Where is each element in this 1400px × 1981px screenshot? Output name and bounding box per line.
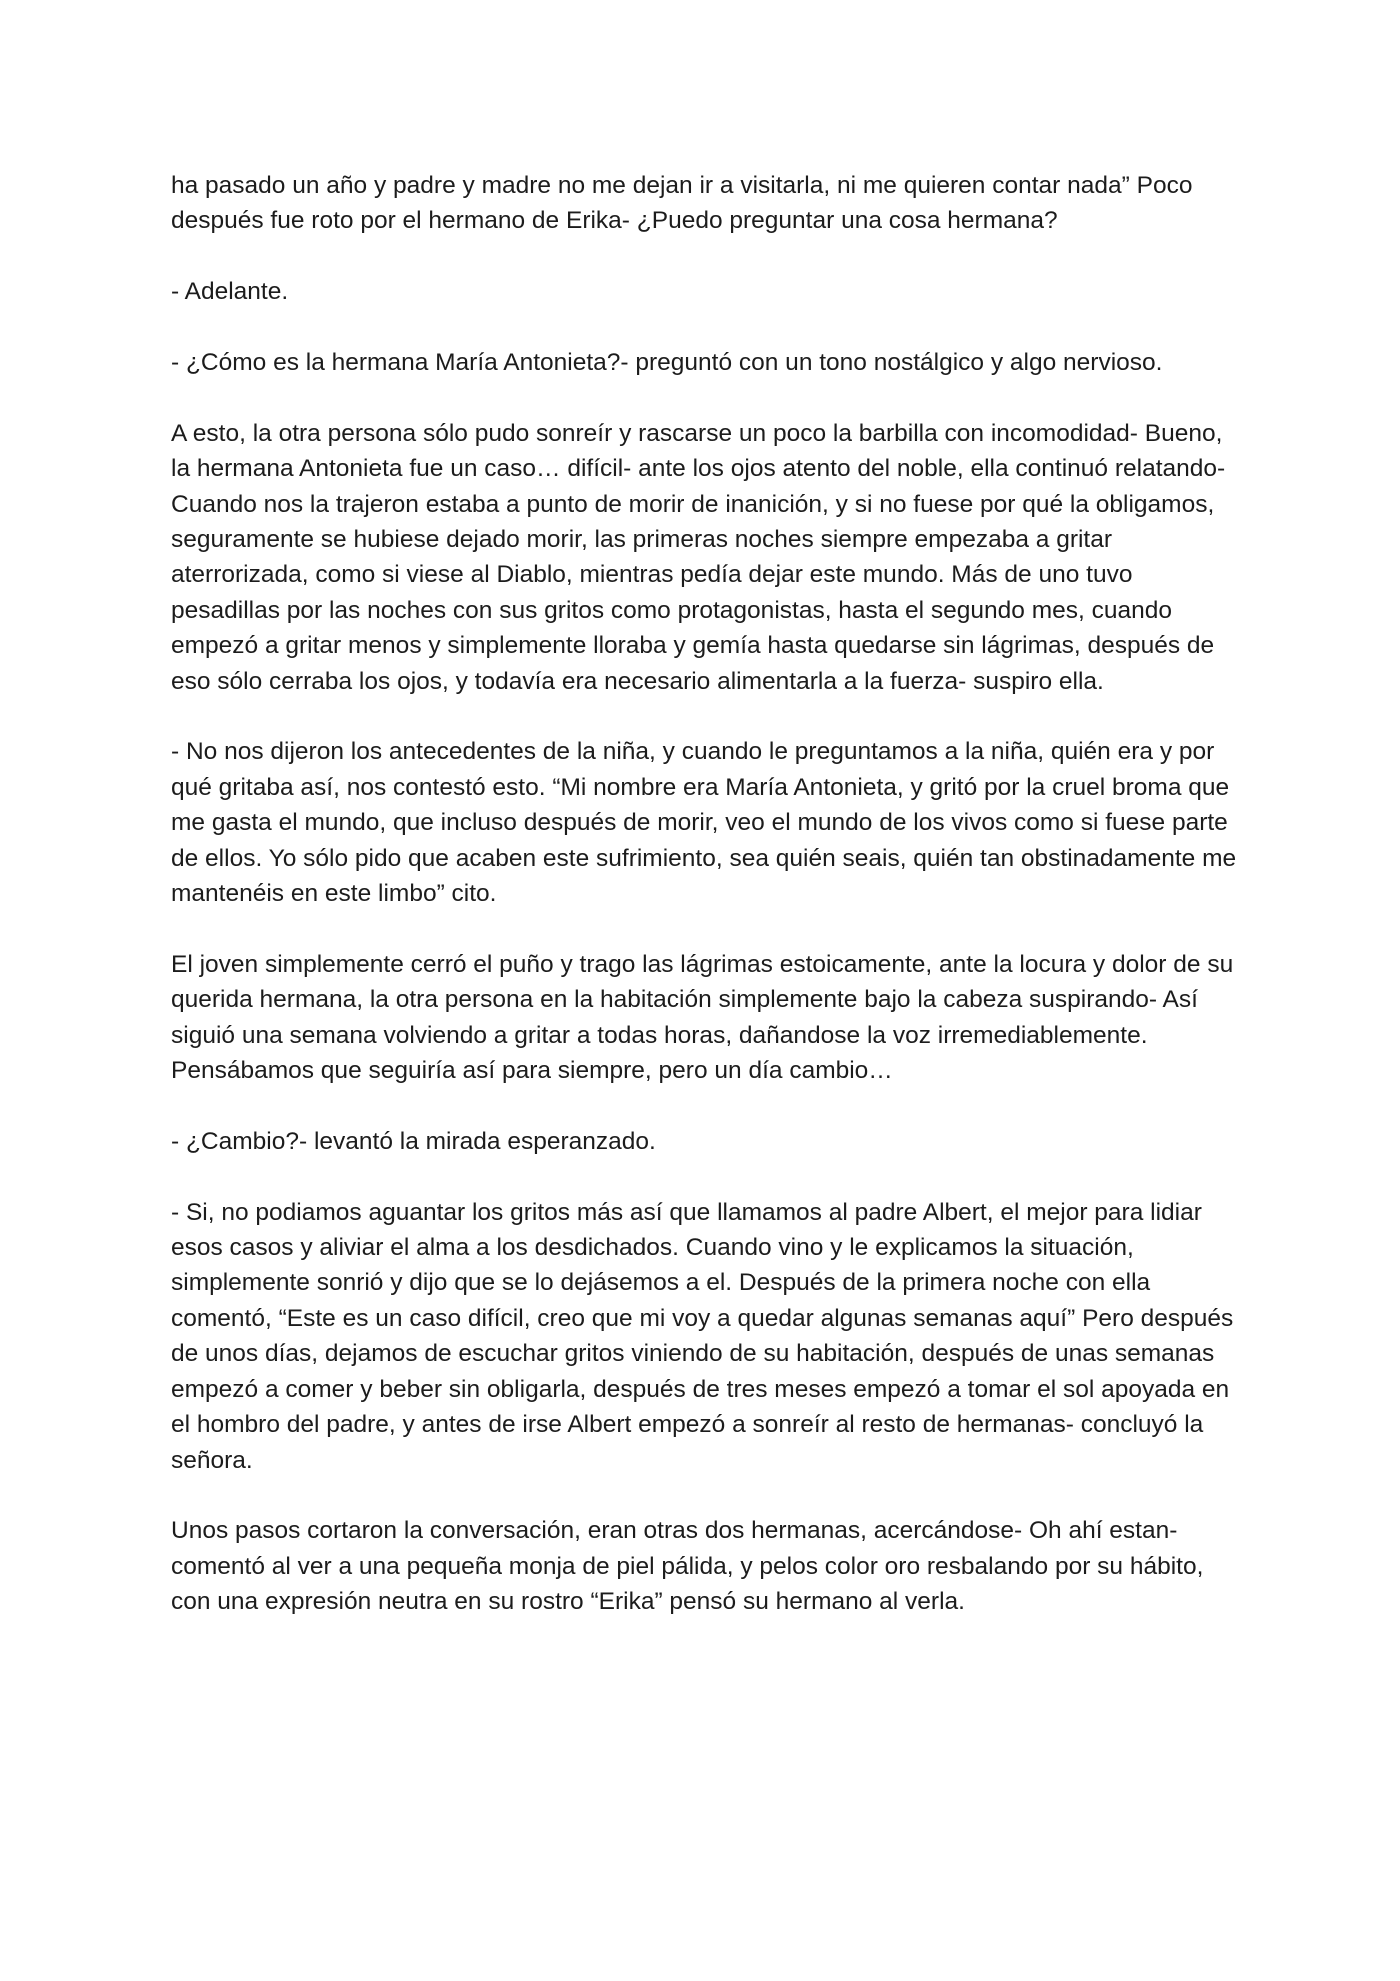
- paragraph-6: El joven simplemente cerró el puño y trago las lágrimas estoicamente, ante la locura y dolor de su querida hermana, la otra persona en la habitación simplemente bajo la cabeza suspirando- Así siguió una semana volviendo a gritar a todas horas, dañandose la voz irremediablemente. Pensábamos que seguiría así para siempre, pero un día cambio…: [171, 950, 1234, 1085]
- paragraph-2: - Adelante.: [171, 278, 289, 306]
- document-body: [171, 168, 1241, 1655]
- paragraph-5: - No nos dijeron los antecedentes de la niña, y cuando le preguntamos a la niña, quién era y por qué gritaba así, nos contestó esto. “Mi nombre era María Antonieta, y gritó por la cruel broma que me gasta el mundo, que incluso después de morir, veo el mundo de los vivos como si fuese parte de ellos. Yo sólo pido que acaben este sufrimiento, sea quién seais, quién tan obstinadamente me mantenéis en este limbo” cito.: [171, 738, 1237, 908]
- paragraph-4: A esto, la otra persona sólo pudo sonreír y rascarse un poco la barbilla con incomodidad- Bueno, la hermana Antonieta fue un caso… difícil- ante los ojos atento del noble, ella continuó relatando- Cuando nos la trajeron estaba a punto de morir de inanición, y si no fuese por qué la obligamos, seguramente se hubiese dejado morir, las primeras noches siempre empezaba a gritar aterrorizada, como si viese al Diablo, mientras pedía dejar este mundo. Más de uno tuvo pesadillas por las noches con sus gritos como protagonistas, hasta el segundo mes, cuando empezó a gritar menos y simplemente lloraba y gemía hasta quedarse sin lágrimas, después de eso sólo cerraba los ojos, y todavía era necesario alimentarla a la fuerza- suspiro ella.: [171, 419, 1226, 695]
- paragraph-1: ha pasado un año y padre y madre no me dejan ir a visitarla, ni me quieren contar nada” Poco después fue roto por el hermano de Erika- ¿Puedo preguntar una cosa hermana?: [171, 172, 1193, 235]
- paragraph-9: Unos pasos cortaron la conversación, eran otras dos hermanas, acercándose- Oh ahí estan- comentó al ver a una pequeña monja de piel pálida, y pelos color oro resbalando por su hábito, con una expresión neutra en su rostro “Erika” pensó su hermano al verla.: [171, 1517, 1204, 1616]
- paragraph-7: - ¿Cambio?- levantó la mirada esperanzado.: [171, 1127, 656, 1155]
- paragraph-8: - Si, no podiamos aguantar los gritos más así que llamamos al padre Albert, el mejor para lidiar esos casos y aliviar el alma a los desdichados. Cuando vino y le explicamos la situación, simplemente sonrió y dijo que se lo dejásemos a el. Después de la primera noche con ella comentó, “Este es un caso difícil, creo que mi voy a quedar algunas semanas aquí” Pero después de unos días, dejamos de escuchar gritos viniendo de su habitación, después de unas semanas empezó a comer y beber sin obligarla, después de tres meses empezó a tomar el sol apoyada en el hombro del padre, y antes de irse Albert empezó a sonreír al resto de hermanas- concluyó la señora.: [171, 1198, 1234, 1474]
- paragraph-3: - ¿Cómo es la hermana María Antonieta?- preguntó con un tono nostálgico y algo nervioso.: [171, 349, 1163, 376]
